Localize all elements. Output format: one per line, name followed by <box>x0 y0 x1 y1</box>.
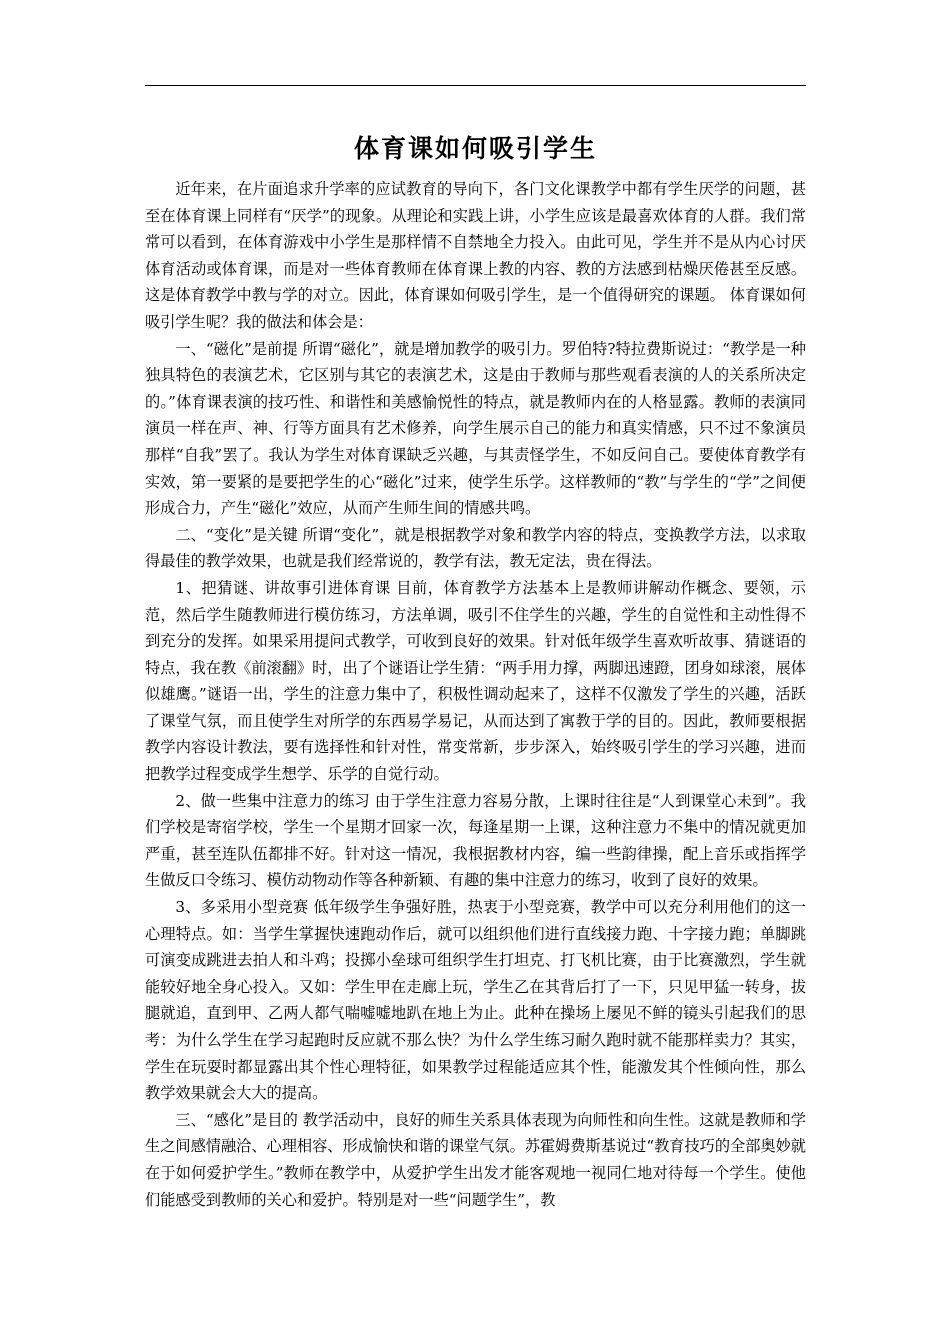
paragraph-section-2: 二、“变化”是关键 所谓“变化”，就是根据教学对象和教学内容的特点，变换教学方法，以求取得最佳的教学效果，也就是我们经常说的，教学有法，教无定法，贵在得法。 <box>145 525 806 571</box>
header-rule <box>145 85 806 86</box>
paragraph-section-3: 三、“感化”是目的 教学活动中，良好的师生关系具体表现为向师性和向生性。这就是教师和学生之间感情融洽、心理相容、形成愉快和谐的课堂气氛。苏霍姆费斯基说过“教育技巧的全部奥妙就在于如何爱护学生。”教师在教学中，从爱护学生出发才能客观地一视同仁地对待每一个学生。使他们能感受到教师的关心和爱护。特别是对一些“问题学生”，教 <box>145 1110 806 1209</box>
paragraph-intro: 近年来，在片面追求升学率的应试教育的导向下，各门文化课教学中都有学生厌学的问题，甚至在体育课上同样有“厌学”的现象。从理论和实践上讲，小学生应该是最喜欢体育的人群。我们常常可以看到，在体育游戏中小学生是那样情不自禁地全力投入。由此可见，学生并不是从内心讨厌体育活动或体育课，而是对一些体育教师在体育课上教的内容、教的方法感到枯燥厌倦甚至反感。这是体育教学中教与学的对立。因此，体育课如何吸引学生，是一个值得研究的课题。 体育课如何吸引学生呢？我的做法和体会是： <box>145 180 806 331</box>
paragraph-method-3: 3、多采用小型竞赛 低年级学生争强好胜，热衷于小型竞赛，教学中可以充分利用他们的这一心理特点。如：当学生掌握快速跑动作后，就可以组织他们进行直线接力跑、十字接力跑；单脚跳可演变成跳进去拍人和斗鸡；投掷小垒球可组织学生打坦克、打飞机比赛，由于比赛激烈，学生就能较好地全身心投入。又如：学生甲在走廊上玩，学生乙在其背后打了一下，只见甲猛一转身，拔腿就追，直到甲、乙两人都气喘嘘嘘地趴在地上为止。此种在操场上屡见不鲜的镜头引起我们的思考：为什么学生在学习起跑时反应就不那么快？为什么学生练习耐久跑时就不能那样卖力？其实，学生在玩耍时都显露出其个性心理特征，如果教学过程能适应其个性，能激发其个性倾向性，那么教学效果就会大大的提高。 <box>145 898 806 1103</box>
paragraph-method-2: 2、做一些集中注意力的练习 由于学生注意力容易分散，上课时往往是“人到课堂心未到”。我们学校是寄宿学校，学生一个星期才回家一次，每逢星期一上课，这种注意力不集中的情况就更加严重，甚至连队伍都排不好。针对这一情况，我根据教材内容，编一些韵律操，配上音乐或指挥学生做反口令练习、模仿动物动作等各种新颖、有趣的集中注意力的练习，收到了良好的效果。 <box>145 791 806 890</box>
paragraph-section-1: 一、“磁化”是前提 所谓“磁化”，就是增加教学的吸引力。罗伯特?特拉费斯说过：“教学是一种独具特色的表演艺术，它区别与其它的表演艺术，这是由于教师与那些观看表演的人的关系所决定的。”体育课表演的技巧性、和谐性和美感愉悦性的特点，就是教师内在的人格显露。教师的表演同演员一样在声、神、行等方面具有艺术修养，向学生展示自己的能力和真实情感，只不过不象演员那样“自我”罢了。我认为学生对体育课缺乏兴趣，与其责怪学生，不如反问自己。要使体育教学有实效，第一要紧的是要把学生的心“磁化”过来，使学生乐学。这样教师的“教”与学生的“学”之间便形成合力，产生“磁化”效应，从而产生师生间的情感共鸣。 <box>145 339 806 518</box>
document-body <box>145 176 806 1213</box>
document-title: 体育课如何吸引学生 <box>353 134 597 163</box>
paragraph-method-1: 1、把猜谜、讲故事引进体育课 目前，体育教学方法基本上是教师讲解动作概念、要领，示范，然后学生随教师进行模仿练习，方法单调，吸引不住学生的兴趣，学生的自觉性和主动性得不到充分的发挥。如果采用提问式教学，可收到良好的效果。针对低年级学生喜欢听故事、猜谜语的特点，我在教《前滚翻》时，出了个谜语让学生猜：“两手用力撑，两脚迅速蹬，团身如球滚，展体似雄鹰。”谜语一出，学生的注意力集中了，积极性调动起来了，这样不仅激发了学生的兴趣，活跃了课堂气氛，而且使学生对所学的东西易学易记，从而达到了寓教于学的目的。因此，教师要根据教学内容设计教法，要有选择性和针对性，常变常新，步步深入，始终吸引学生的学习兴趣，进而把教学过程变成学生想学、乐学的自觉行动。 <box>145 578 806 784</box>
